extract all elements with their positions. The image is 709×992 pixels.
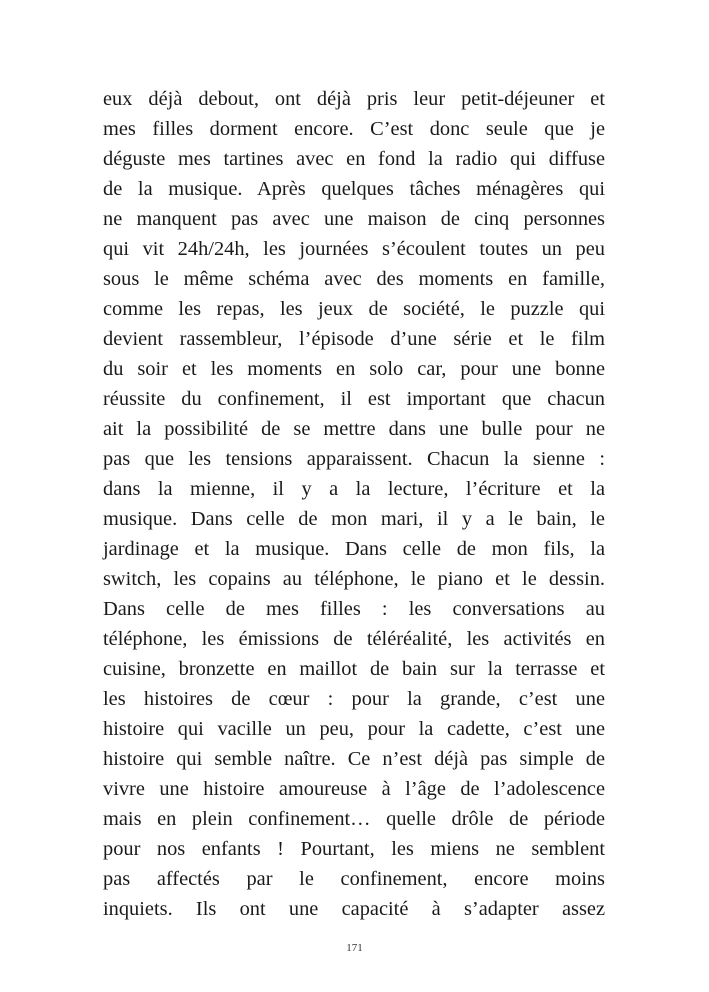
text-line: eux déjà debout, ont déjà pris leur petit-déjeuner et bbox=[103, 88, 605, 110]
text-line: sous le même schéma avec des moments en famille, bbox=[103, 268, 605, 290]
text-line: pas affectés par le confinement, encore moins bbox=[103, 868, 605, 890]
text-line: comme les repas, les jeux de société, le puzzle qui bbox=[103, 298, 605, 320]
text-line: téléphone, les émissions de téléréalité, les activités en bbox=[103, 628, 605, 650]
text-line: pas que les tensions apparaissent. Chacun la sienne : bbox=[103, 448, 605, 470]
text-line: les histoires de cœur : pour la grande, c’est une bbox=[103, 688, 605, 710]
text-line: jardinage et la musique. Dans celle de mon fils, la bbox=[103, 538, 605, 560]
text-line: mais en plein confinement… quelle drôle de période bbox=[103, 808, 605, 830]
text-line: histoire qui vacille un peu, pour la cadette, c’est une bbox=[103, 718, 605, 740]
text-line: du soir et les moments en solo car, pour une bonne bbox=[103, 358, 605, 380]
text-line: pour nos enfants ! Pourtant, les miens ne semblent bbox=[103, 838, 605, 860]
text-line: dans la mienne, il y a la lecture, l’écriture et la bbox=[103, 478, 605, 500]
body-text bbox=[103, 84, 605, 924]
text-line: ne manquent pas avec une maison de cinq personnes bbox=[103, 208, 605, 230]
page-number: 171 bbox=[346, 942, 363, 954]
text-line: réussite du confinement, il est important que chacun bbox=[103, 388, 605, 410]
text-line: déguste mes tartines avec en fond la radio qui diffuse bbox=[103, 148, 605, 170]
text-line: vivre une histoire amoureuse à l’âge de l’adolescence bbox=[103, 778, 605, 800]
text-line: mes filles dorment encore. C’est donc seule que je bbox=[103, 118, 605, 140]
text-line: Dans celle de mes filles : les conversations au bbox=[103, 598, 605, 620]
text-line: musique. Dans celle de mon mari, il y a le bain, le bbox=[103, 508, 605, 530]
text-line: qui vit 24h/24h, les journées s’écoulent toutes un peu bbox=[103, 238, 605, 260]
text-line: inquiets. Ils ont une capacité à s’adapter assez bbox=[103, 898, 605, 920]
text-line: switch, les copains au téléphone, le piano et le dessin. bbox=[103, 568, 605, 590]
text-line: ait la possibilité de se mettre dans une bulle pour ne bbox=[103, 418, 605, 440]
text-line: cuisine, bronzette en maillot de bain sur la terrasse et bbox=[103, 658, 605, 680]
text-line: histoire qui semble naître. Ce n’est déjà pas simple de bbox=[103, 748, 605, 770]
text-line: devient rassembleur, l’épisode d’une série et le film bbox=[103, 328, 605, 350]
text-line: de la musique. Après quelques tâches ménagères qui bbox=[103, 178, 605, 200]
